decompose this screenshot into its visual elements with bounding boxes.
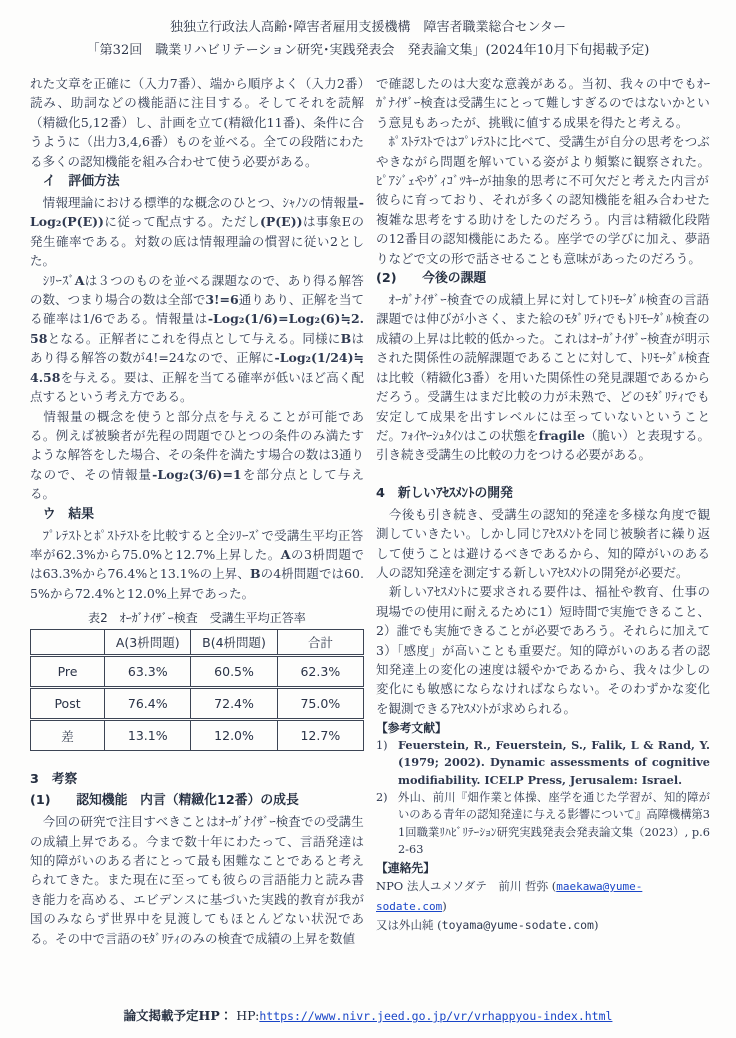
spacer (30, 751, 364, 769)
table-row (31, 720, 364, 751)
text-segment: となる。正解者にこれを得点として与える。同様に (47, 330, 341, 346)
text-segment: A (280, 546, 291, 562)
contact-line (376, 916, 710, 935)
text-segment: はあり得る解答の数が4!=24なので、正解に (30, 330, 364, 366)
table-row-label: 差 (31, 720, 105, 751)
text-segment: 【連絡先】 (376, 861, 435, 876)
text-segment: B (340, 330, 352, 346)
table-row-label: Pre (31, 656, 105, 688)
table-row-label: Post (31, 688, 105, 720)
text-segment: 外山、前川『畑作業と体操、座学を通じた学習が、知的障がいのある青年の認知発達に与える影響について』高障機構第31回職業ﾘﾊﾋﾞﾘﾃｰｼｮﾝ研究実践発表会発表論文集（2023）, p.62-63 (398, 791, 710, 856)
reference-marker: 1) (376, 739, 388, 753)
reference-marker: 2) (376, 791, 388, 805)
footer-label: 論文掲載予定HP： (123, 1008, 233, 1023)
spacer (376, 465, 710, 483)
paragraph (376, 132, 710, 268)
table-header-cell: A(3枡問題) (105, 630, 191, 656)
table-cell: 62.3% (277, 656, 363, 688)
text-segment: (P(E)) (259, 214, 303, 230)
text-segment: 今後も引き続き、受講生の認知的発達を多様な角度で観測していきたい。しかし同じｱｾｽﾒﾝﾄを同じ被験者に繰り返して使うことは避けるべきであるから、知的障がいのある人の認知発達を測定する新しいｱｾｽﾒﾝﾄの開発が必要だ。 (376, 506, 710, 580)
paragraph (376, 505, 710, 583)
document-footer (0, 1006, 736, 1024)
text-segment: は事象Eの発生確率である。対数の底は情報理論の慣習に従い2とした。 (30, 214, 364, 269)
table-header-cell: B(4枡問題) (191, 630, 277, 656)
document-header (0, 0, 736, 62)
text-segment: は３つのものを並べる課題なので、あり得る解答の数、つまり場合の数は全部で (30, 272, 364, 308)
text-segment: 又は外山純 ( (376, 918, 442, 933)
table-cell: 60.5% (191, 656, 277, 688)
text-segment: 情報理論における標準的な概念のひとつ、ｼｬﾉﾝの情報量 (30, 195, 359, 211)
table-row (31, 688, 364, 720)
text-segment: Feuerstein, R., Feuerstein, S., Falik, L & Rand, Y. (1979; 2002). Dynamic assessments of cognitive modifiability. ICELP Press, Jerusalem: Israel. (398, 738, 710, 787)
references-heading (376, 720, 710, 737)
text-segment: -Log₂(P(E)) (30, 195, 364, 230)
paragraph (30, 74, 364, 171)
table-cell: 12.0% (191, 720, 277, 751)
right-column (376, 74, 710, 948)
footer-hp-prefix: HP: (236, 1008, 260, 1023)
text-segment: 3 考察 (30, 772, 78, 788)
paragraph (376, 582, 710, 718)
table-header-cell: 合計 (277, 630, 363, 656)
footer-url-link[interactable]: https://www.nivr.jeed.go.jp/vr/vrhappyou-index.html (259, 1009, 613, 1023)
reference-item (376, 737, 710, 789)
text-segment: 新しいｱｾｽﾒﾝﾄに要求される要件は、福祉や教育、仕事の現場での使用に耐えるために1）短時間で実施できること、2）誰でも実施できることが必要であろう。それらに加えて3）「感度」が高いことも重要だ。知的障がいのある者の認知発達上の変化の速度は緩やかであるから、我々は少しの変化にも敏感にならなければならない。そのわずかな変化を観測できるｱｾｽﾒﾝﾄが求められる。 (376, 584, 710, 716)
text-segment: A (74, 272, 85, 288)
paragraph (30, 526, 364, 604)
text-segment: B (249, 566, 261, 582)
table-cell: 75.0% (277, 688, 363, 720)
paragraph (30, 193, 364, 271)
text-segment: の4枡問題では60.5%から72.4%と12.0%上昇であった。 (30, 566, 364, 601)
section-heading (376, 269, 710, 289)
left-column (30, 74, 364, 948)
text-segment: (1) 認知機能 内言（精緻化12番）の成長 (30, 793, 299, 809)
text-segment: -Log₂(3/6)=1 (152, 466, 242, 482)
text-segment: -Log₂(1/6)=Log₂(6)≒2.58 (30, 311, 364, 346)
table-header-row (31, 630, 364, 656)
text-segment: ﾎﾟｽﾄﾃｽﾄではﾌﾟﾚﾃｽﾄに比べて、受講生が自分の思考をつぶやきながら問題を解いている姿がより頻繁に観察された。ﾋﾟｱｼﾞｪやｳﾞｨｺﾞﾂｷｰが抽象的思考に不可欠だと考えた内言が彼らに育っており、それが多くの認知機能を組み合わせた複雑な思考をする助けをしたのだろう。内言は精緻化段階の12番目の認知機能にあたる。座学での学びに加え、夢語りなどで文の形で話させることも意味があったのだろう。 (376, 134, 710, 266)
table-cell: 13.1% (105, 720, 191, 751)
text-segment: を部分点として与える。 (30, 466, 364, 502)
table-caption (30, 609, 364, 626)
text-segment: で確認したのは大変な意義がある。当初、我々の中でもｵｰｶﾞﾅｲｻﾞｰ検査は受講生にとって難しすぎるのではないかという意見もあったが、挑戦に値する成果を得たと考える。 (376, 76, 710, 130)
table-cell: 72.4% (191, 688, 277, 720)
email-link[interactable]: maekawa@yume-sodate.com (376, 880, 643, 913)
text-segment: を与える。要は、正解を当てる確率が低いほど高く配点するという考え方である。 (30, 369, 364, 405)
section-heading (30, 172, 364, 192)
text-segment: れた文章を正確に（入力7番）、端から順序よく（入力2番）読み、助詞などの機能語に注目する。そしてそれを読解（精緻化5,12番）し、計画を立て(精緻化11番)、条件に合うように（出力3,4,6番）ものを並べる。全ての段階にわたる多くの認知機能を組み合わせて使う必要がある。 (30, 76, 364, 169)
paragraph (30, 407, 364, 504)
contact-line (376, 877, 710, 916)
header-proceedings-title: 「第32回 職業リハビリテーション研究･実践発表会 発表論文集」(2024年10月下旬掲載予定) (86, 43, 650, 58)
text-segment: 4 新しいｱｾｽﾒﾝﾄの開発 (376, 485, 513, 501)
text-segment: ｼﾘｰｽﾞ (30, 272, 75, 288)
text-segment: 表2 ｵｰｶﾞﾅｲｻﾞｰ検査 受講生平均正答率 (88, 611, 306, 626)
section-heading (30, 770, 364, 790)
two-column-content (0, 62, 736, 948)
results-table (30, 629, 364, 751)
section-heading (30, 505, 364, 525)
text-segment: 【参考文献】 (376, 721, 447, 736)
table-row (31, 656, 364, 688)
text-segment: 情報量の概念を使うと部分点を与えることが可能である。例えば被験者が先程の問題でひとつの条件のみ満たすような解答をした場合、その条件を満たす場合の数は3通りなので、その情報量 (30, 408, 364, 482)
reference-item (376, 789, 710, 858)
text-segment: （脆い）と表現する。引き続き受講生の比較の力をつける必要がある。 (376, 427, 710, 463)
text-segment: NPO 法人ユメソダテ 前川 哲弥 ( (376, 879, 557, 894)
paragraph (376, 74, 710, 132)
header-organization: 独独立行政法人高齢･障害者雇用支援機構 障害者職業総合センター (170, 20, 566, 35)
text-segment: toyama@yume-sodate.com (441, 918, 594, 933)
text-segment: の3枡問題では63.3%から76.4%と13.1%の上昇、 (30, 546, 365, 582)
reference-text (398, 789, 710, 858)
text-segment: ｵｰｶﾞﾅｲｻﾞｰ検査での成績上昇に対してﾄﾘﾓｰﾀﾞﾙ検査の言語課題では伸びが小さく、また絵のﾓﾀﾞﾘﾃｨでもﾄﾘﾓｰﾀﾞﾙ検査の成績の上昇は比較的低かった。これはｵｰｶﾞﾅｲｻﾞｰ検査が明示された関係性の読解課題であることに対して、ﾄﾘﾓｰﾀﾞﾙ検査は比較（精緻化3番）を用いた関係性の発見課題であるからだろう。受講生はまだ比較の力が未熟で、どのﾓﾀﾞﾘﾃｨでも安定して成果を出すレベルには至っていないということだ。ﾌｫｲﾔｰｼｭﾀｲﾝはこの状態を (376, 292, 710, 443)
paragraph (30, 812, 364, 948)
text-segment: 3!=6 (205, 292, 239, 308)
table-cell: 63.3% (105, 656, 191, 688)
paragraph (30, 271, 364, 407)
text-segment: ﾌﾟﾚﾃｽﾄとﾎﾟｽﾄﾃｽﾄを比較すると全ｼﾘｰｽﾞで受講生平均正答率が62.3%から75.0%と12.7%上昇した。 (30, 527, 364, 562)
text-segment: ) (593, 918, 599, 933)
table-header-cell (31, 630, 105, 656)
paragraph (376, 290, 710, 465)
text-segment: (2) 今後の課題 (376, 271, 487, 287)
table-cell: 12.7% (277, 720, 363, 751)
text-segment: 今回の研究で注目すべきことはｵｰｶﾞﾅｲｻﾞｰ検査での受講生の成績上昇である。今まで数十年にわたって、言語発達は知的障がいのある者にとって最も困難なことであると考えられてきた。また現在に至っても彼らの言語能力と読み書き能力を高める、エビデンスに基づいた実践的教育が我が国のみならず世界中を見渡してもほとんどない状況である。その中で言語のﾓﾀﾞﾘﾃｨのみの検査で成績の上昇を数値 (30, 814, 364, 946)
text-segment: イ 評価方法 (30, 174, 120, 190)
section-heading (376, 484, 710, 504)
contact-heading (376, 860, 710, 877)
text-segment: 通りあり、正解を当てる確率は1/6である。情報量は (30, 292, 364, 327)
text-segment: -Log₂(1/24)≒4.58 (30, 350, 364, 385)
table-cell: 76.4% (105, 688, 191, 720)
section-heading (30, 791, 364, 811)
reference-text (398, 737, 710, 789)
text-segment: に従って配点する。ただし (103, 214, 260, 230)
text-segment: ) (442, 898, 447, 913)
text-segment: ウ 結果 (30, 506, 94, 522)
text-segment: fragile (538, 427, 585, 443)
